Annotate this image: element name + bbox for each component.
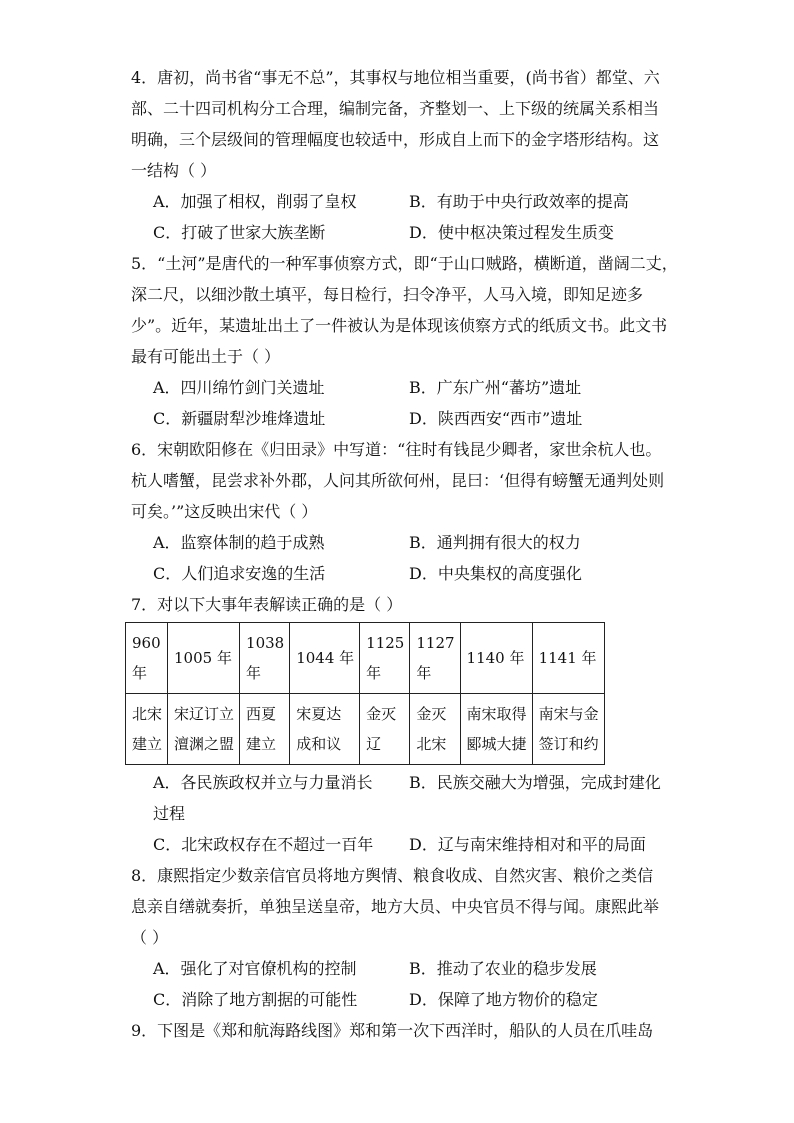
- question-4: [131, 62, 671, 248]
- question-8-options-row-2: [131, 984, 671, 1015]
- timeline-year-cell: 1038 年: [240, 623, 290, 694]
- question-6-options-row-1: [131, 527, 671, 558]
- question-8-option-a[interactable]: A．强化了对官僚机构的控制: [153, 959, 357, 978]
- question-5: [131, 248, 678, 434]
- question-4-stem-line: 明确，三个层级间的管理幅度也较适中，形成自上而下的金字塔形结构。这: [131, 130, 660, 149]
- timeline-event-cell: 西夏 建立: [240, 694, 290, 765]
- question-4-option-b[interactable]: B．有助于中央行政效率的提高: [409, 192, 629, 211]
- question-8: [131, 860, 671, 1015]
- question-8-stem-line: 8．康熙指定少数亲信官员将地方舆情、粮食收成、自然灾害、粮价之类信: [131, 866, 654, 885]
- question-7-options-row-1: [131, 767, 671, 798]
- question-7-option-b[interactable]: B．民族交融大为增强，完成封建化: [409, 773, 661, 792]
- question-5-stem-line: 少”。近年，某遗址出土了一件被认为是体现该侦察方式的纸质文书。此文书: [131, 316, 668, 335]
- question-6-stem-line: 可矣。’”这反映出宋代（ ）: [131, 502, 318, 521]
- question-8-option-b[interactable]: B．推动了农业的稳步发展: [409, 959, 597, 978]
- question-5-stem-line: 5．“土河”是唐代的一种军事侦察方式，即“于山口贼路，横断道，凿阔二丈，: [131, 254, 678, 273]
- question-8-stem-line: （ ）: [131, 928, 169, 947]
- question-4-stem-line: 部、二十四司机构分工合理，编制完备，齐整划一、上下级的统属关系相当: [131, 99, 660, 118]
- timeline-event-cell: 宋辽订立 澶渊之盟: [168, 694, 240, 765]
- timeline-event-cell: 宋夏达 成和议: [290, 694, 360, 765]
- question-8-options-row-1: [131, 953, 671, 984]
- question-8-stem-line: 息亲自缮就奏折，单独呈送皇帝，地方大员、中央官员不得与闻。康熙此举: [131, 897, 660, 916]
- question-7-option-d[interactable]: D．辽与南宋维持相对和平的局面: [409, 835, 646, 854]
- question-9-stem-line: 9．下图是《郑和航海路线图》郑和第一次下西洋时，船队的人员在爪哇岛: [131, 1021, 654, 1040]
- question-6-option-b[interactable]: B．通判拥有很大的权力: [409, 533, 581, 552]
- question-4-option-d[interactable]: D．使中枢决策过程发生质变: [409, 223, 614, 242]
- question-8-option-c[interactable]: C．消除了地方割据的可能性: [153, 990, 358, 1009]
- question-6-option-c[interactable]: C．人们追求安逸的生活: [153, 564, 326, 583]
- question-4-options-row-1: [131, 186, 671, 217]
- question-6-stem-line: 6．宋朝欧阳修在《归田录》中写道：“往时有钱昆少卿者，家世余杭人也。: [131, 440, 662, 459]
- question-8-option-d[interactable]: D．保障了地方物价的稳定: [409, 990, 598, 1009]
- question-5-options-row-2: [131, 403, 671, 434]
- timeline-years-row: [126, 623, 605, 694]
- question-4-stem-line: 一结构（ ）: [131, 161, 217, 180]
- question-4-option-a[interactable]: A．加强了相权，削弱了皇权: [153, 192, 357, 211]
- timeline-event-cell: 南宋取得 郾城大捷: [460, 694, 532, 765]
- question-7: [131, 589, 671, 860]
- question-7-option-c[interactable]: C．北宋政权存在不超过一百年: [153, 835, 374, 854]
- timeline-table: [125, 622, 605, 765]
- question-5-option-c[interactable]: C．新疆尉犁沙堆烽遗址: [153, 409, 326, 428]
- question-4-options-row-2: [131, 217, 671, 248]
- timeline-year-cell: 960 年: [126, 623, 168, 694]
- question-4-stem-line: 4．唐初，尚书省“事无不总”，其事权与地位相当重要，(尚书省）都堂、六: [131, 68, 660, 87]
- question-5-option-d[interactable]: D．陕西西安“西市”遗址: [409, 409, 583, 428]
- timeline-event-cell: 金灭 辽: [360, 694, 410, 765]
- question-7-option-a[interactable]: A．各民族政权并立与力量消长: [153, 773, 373, 792]
- question-6-option-d[interactable]: D．中央集权的高度强化: [409, 564, 582, 583]
- question-6-option-a[interactable]: A．监察体制的趋于成熟: [153, 533, 325, 552]
- timeline-year-cell: 1127 年: [410, 623, 460, 694]
- timeline-year-cell: 1125 年: [360, 623, 410, 694]
- timeline-event-cell: 北宋 建立: [126, 694, 168, 765]
- timeline-year-cell: 1141 年: [532, 623, 604, 694]
- timeline-event-cell: 金灭 北宋: [410, 694, 460, 765]
- question-7-option-a-continued: 过程: [153, 804, 186, 823]
- question-5-option-b[interactable]: B．广东广州“蕃坊”遗址: [409, 378, 582, 397]
- question-5-option-a[interactable]: A．四川绵竹剑门关遗址: [153, 378, 325, 397]
- timeline-events-row: [126, 694, 605, 765]
- timeline-year-cell: 1140 年: [460, 623, 532, 694]
- timeline-year-cell: 1005 年: [168, 623, 240, 694]
- question-7-stem-line: 7．对以下大事年表解读正确的是（ ）: [131, 595, 403, 614]
- question-list: [131, 62, 678, 1046]
- question-6: [131, 434, 671, 589]
- question-6-stem-line: 杭人嗜蟹，昆尝求补外郡，人问其所欲何州，昆曰：‘但得有螃蟹无通判处则: [131, 471, 665, 490]
- timeline-year-cell: 1044 年: [290, 623, 360, 694]
- question-5-options-row-1: [131, 372, 671, 403]
- question-5-stem-line: 最有可能出土于（ ）: [131, 347, 281, 366]
- question-5-stem-line: 深二尺，以细沙散土填平，每日检行，扫令净平，人马入境，即知足迹多: [131, 285, 644, 304]
- timeline-event-cell: 南宋与金 签订和约: [532, 694, 604, 765]
- question-6-options-row-2: [131, 558, 671, 589]
- question-9: [131, 1015, 671, 1046]
- question-4-option-c[interactable]: C．打破了世家大族垄断: [153, 223, 326, 242]
- question-7-options-row-2: [131, 829, 671, 860]
